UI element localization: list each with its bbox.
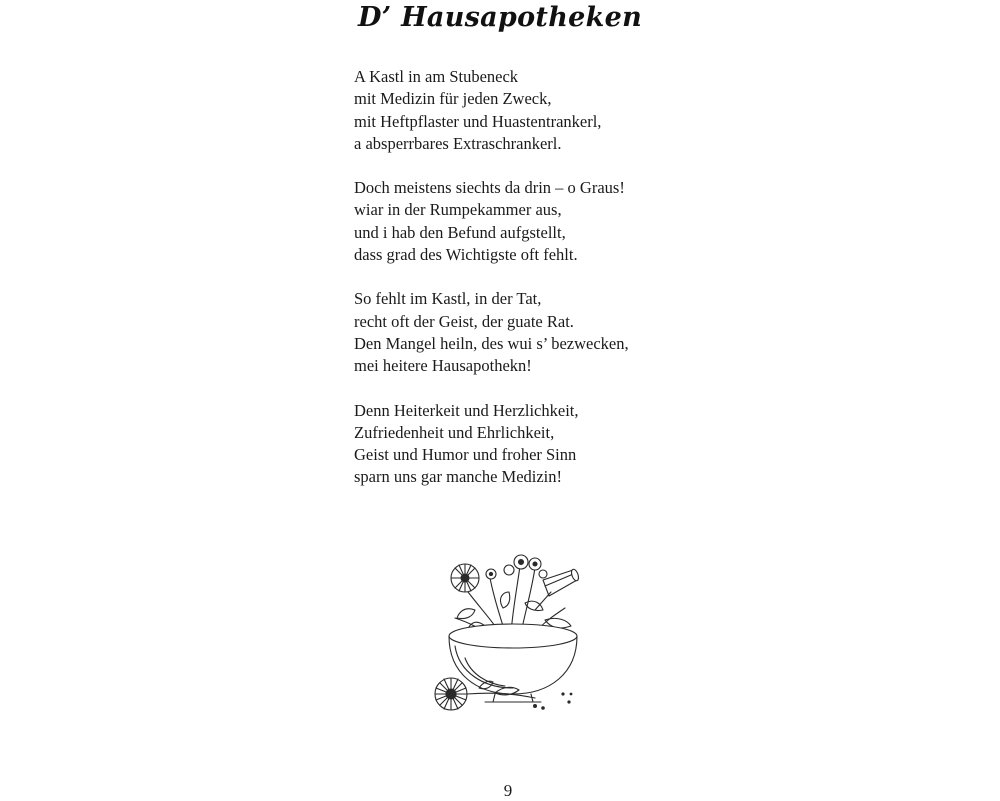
poem-line: mei heitere Hausapothekn!	[354, 356, 532, 376]
poem-line: dass grad des Wichtigste oft fehlt.	[354, 245, 578, 265]
flower-heads	[451, 555, 547, 592]
poem-line: und i hab den Befund aufgstellt,	[354, 222, 566, 242]
poem-line: So fehlt im Kastl, in der Tat,	[354, 289, 542, 309]
poem-line: Doch meistens siechts da drin – o Graus!	[354, 178, 625, 198]
poem-line: Zufriedenheit und Ehrlichkeit,	[354, 422, 555, 442]
poem-line: Denn Heiterkeit und Herzlichkeit,	[354, 400, 579, 420]
stanza	[354, 66, 774, 155]
poem-line: mit Heftpflaster und Huastentrankerl,	[354, 111, 602, 131]
page-number: 9	[503, 781, 513, 800]
poem-line: Den Mangel heiln, des wui s’ bezwecken,	[354, 333, 629, 353]
poem-line: wiar in der Rumpekammer aus,	[354, 200, 562, 220]
poem-line: sparn uns gar manche Medizin!	[354, 467, 563, 487]
stanza	[354, 288, 774, 377]
poem-line: mit Medizin für jeden Zweck,	[354, 89, 552, 109]
stanza	[354, 400, 774, 489]
mortar-bowl	[449, 624, 577, 702]
mortar-with-herbs-illustration	[425, 548, 595, 723]
page-title: D’ Hausapotheken	[357, 2, 643, 33]
poem-line: A Kastl in am Stubeneck	[354, 67, 519, 86]
poem-line: Geist und Humor und froher Sinn	[354, 445, 577, 465]
poem-line: recht oft der Geist, der guate Rat.	[354, 311, 574, 331]
poem-line: a absperrbares Extraschrankerl.	[354, 133, 562, 153]
stanza	[354, 177, 774, 266]
seeds	[533, 692, 572, 709]
poem	[354, 66, 774, 511]
